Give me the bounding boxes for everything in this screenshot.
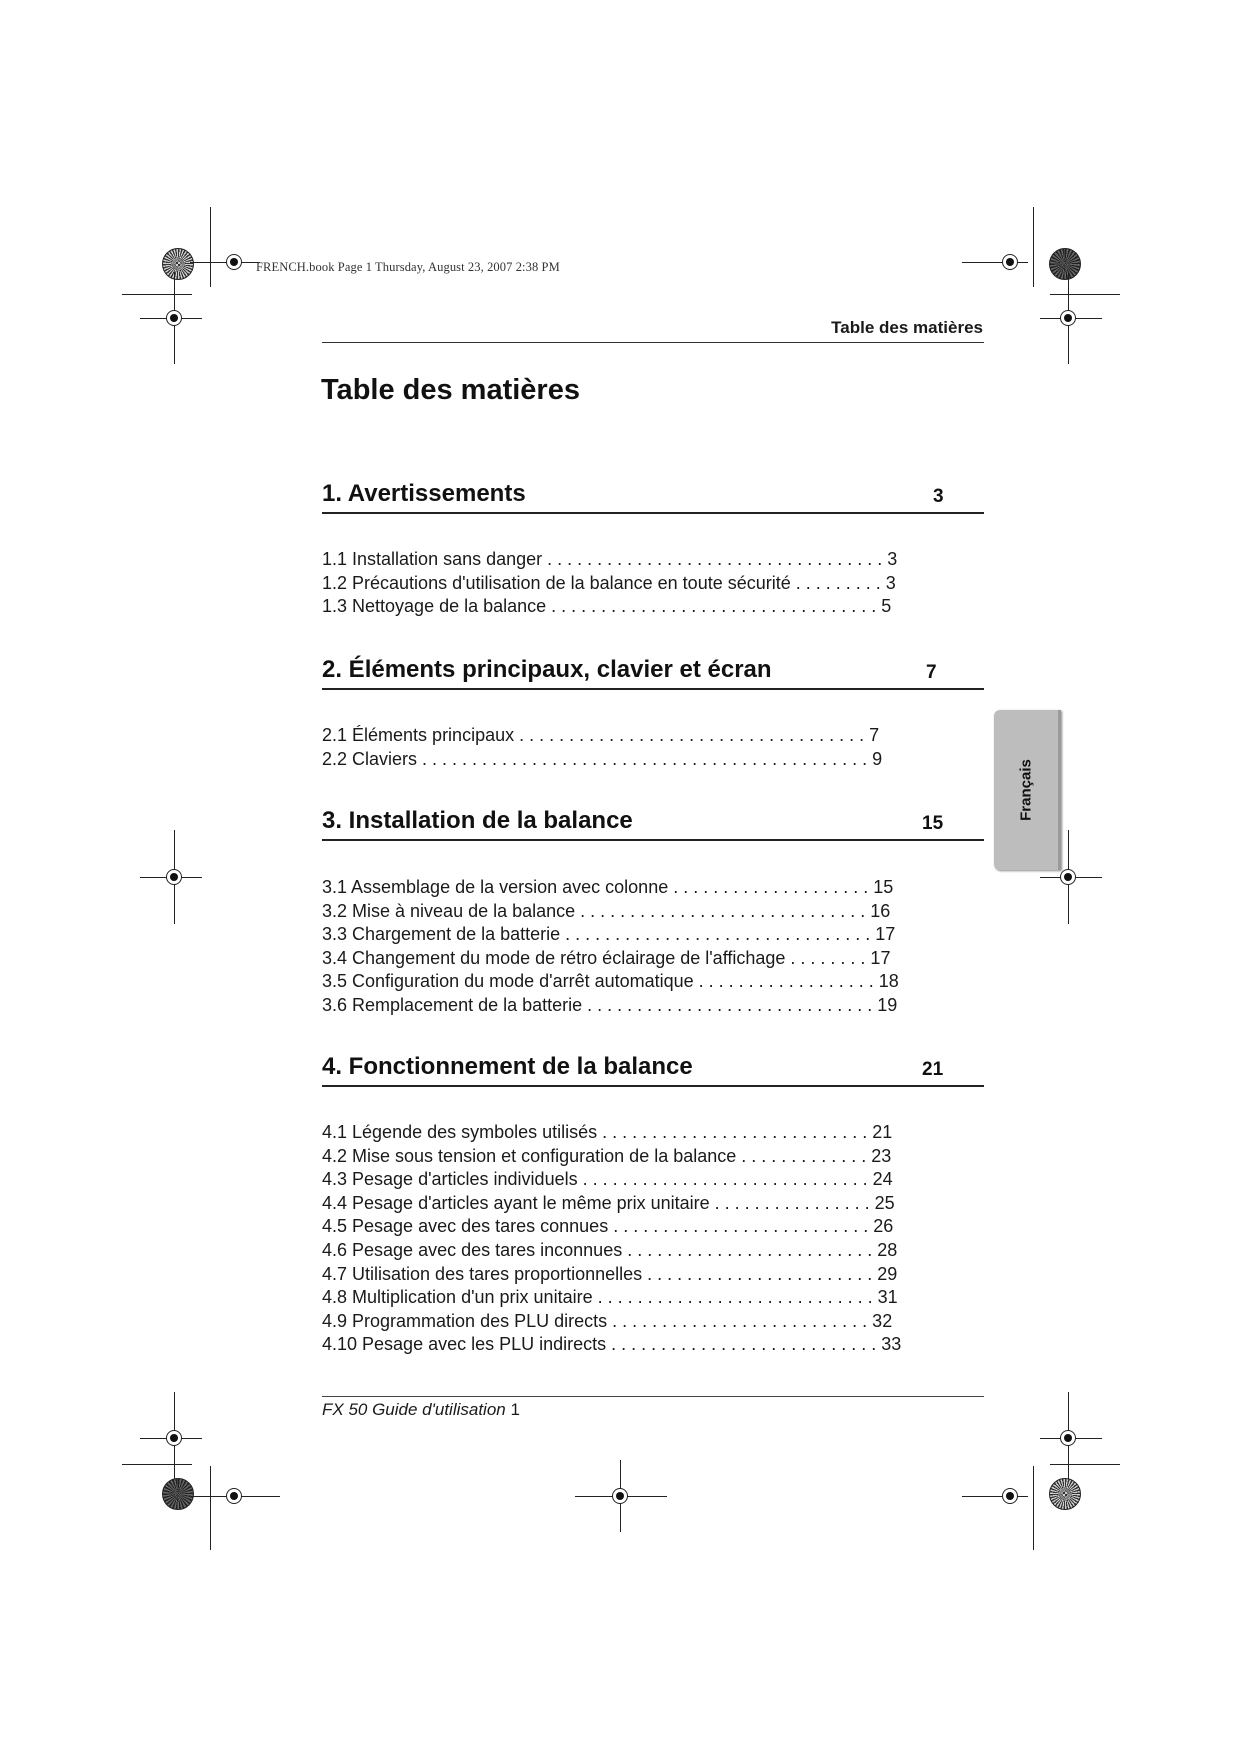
registration-dot-icon: [170, 873, 178, 881]
toc-entry-list: [322, 1121, 901, 1357]
footer-rule: [322, 1396, 984, 1397]
toc-entry[interactable]: 3.2 Mise à niveau de la balance . . . . . . . . . . . . . . . . . . . . . . . . . . . . . 16: [322, 900, 891, 921]
registration-dot-icon: [616, 1492, 624, 1500]
toc-entry[interactable]: 1.3 Nettoyage de la balance . . . . . . . . . . . . . . . . . . . . . . . . . . . . . . . . . 5: [322, 596, 892, 617]
header-rule: [322, 342, 984, 343]
registration-dot-icon: [1064, 314, 1072, 322]
toc-entry[interactable]: 3.3 Chargement de la batterie . . . . . . . . . . . . . . . . . . . . . . . . . . . . . . . 17: [322, 924, 896, 945]
toc-entry[interactable]: 1.2 Précautions d'utilisation de la balance en toute sécurité . . . . . . . . . 3: [322, 572, 896, 593]
language-tab[interactable]: [994, 710, 1061, 870]
chapter-title: 1. Avertissements: [322, 480, 526, 507]
toc-entry[interactable]: 4.3 Pesage d'articles individuels . . . . . . . . . . . . . . . . . . . . . . . . . . . . . 24: [322, 1169, 893, 1190]
toc-entry[interactable]: 1.1 Installation sans danger . . . . . . . . . . . . . . . . . . . . . . . . . . . . . . . . . . 3: [322, 549, 898, 569]
toc-entry[interactable]: 3.6 Remplacement de la batterie . . . . . . . . . . . . . . . . . . . . . . . . . . . . . 19: [322, 994, 898, 1015]
toc-entry[interactable]: 4.2 Mise sous tension et configuration de la balance . . . . . . . . . . . . . 23: [322, 1145, 892, 1166]
toc-entry[interactable]: 3.5 Configuration du mode d'arrêt automatique . . . . . . . . . . . . . . . . . . 18: [322, 971, 899, 992]
chapter-page-number: 21: [922, 1059, 944, 1080]
toc-entry[interactable]: 4.6 Pesage avec des tares inconnues . . . . . . . . . . . . . . . . . . . . . . . . . 28: [322, 1239, 898, 1260]
chapter-heading[interactable]: [322, 1053, 984, 1087]
crop-mark-line: [962, 1496, 1028, 1497]
toc-entry[interactable]: 4.1 Légende des symboles utilisés . . . . . . . . . . . . . . . . . . . . . . . . . . . 21: [322, 1122, 893, 1142]
registration-dot-icon: [170, 314, 178, 322]
registration-dot-icon: [230, 1492, 238, 1500]
registration-dot-icon: [1006, 258, 1014, 266]
registration-rosette-icon: [162, 248, 194, 280]
toc-entry-list: [322, 876, 899, 1018]
crop-mark-line: [190, 262, 260, 263]
crop-mark-line: [122, 1464, 192, 1465]
chapter-title: 3. Installation de la balance: [322, 807, 633, 834]
toc-entry[interactable]: 4.5 Pesage avec des tares connues . . . . . . . . . . . . . . . . . . . . . . . . . . 26: [322, 1216, 894, 1237]
toc-entry[interactable]: 3.1 Assemblage de la version avec colonne . . . . . . . . . . . . . . . . . . . . 15: [322, 877, 894, 897]
footer-page-number: 1: [510, 1400, 520, 1419]
toc-entry[interactable]: 4.4 Pesage d'articles ayant le même prix unitaire . . . . . . . . . . . . . . . . 25: [322, 1192, 895, 1213]
crop-mark-line: [210, 1466, 211, 1550]
registration-dot-icon: [1006, 1492, 1014, 1500]
registration-dot-icon: [1064, 873, 1072, 881]
crop-mark-line: [122, 294, 192, 295]
chapter-heading[interactable]: [322, 656, 984, 690]
toc-entry[interactable]: 4.9 Programmation des PLU directs . . . . . . . . . . . . . . . . . . . . . . . . . . 32: [322, 1310, 893, 1331]
toc-entry[interactable]: 4.7 Utilisation des tares proportionnelles . . . . . . . . . . . . . . . . . . . . . . . 29: [322, 1263, 898, 1284]
toc-entry[interactable]: 4.8 Multiplication d'un prix unitaire . . . . . . . . . . . . . . . . . . . . . . . . . . . . 31: [322, 1287, 898, 1308]
crop-mark-line: [1050, 1464, 1120, 1465]
toc-entry[interactable]: 3.4 Changement du mode de rétro éclairage de l'affichage . . . . . . . . 17: [322, 947, 891, 968]
footer-doc-title: FX 50 Guide d'utilisation: [322, 1400, 506, 1419]
print-info-line: FRENCH.book Page 1 Thursday, August 23, 2007 2:38 PM: [256, 260, 560, 274]
toc-entry-list: [322, 724, 882, 771]
registration-dot-icon: [230, 258, 238, 266]
crop-mark-line: [962, 262, 1028, 263]
chapter-page-number: 7: [926, 662, 937, 683]
toc-entry[interactable]: 4.10 Pesage avec les PLU indirects . . . . . . . . . . . . . . . . . . . . . . . . . . . 33: [322, 1334, 902, 1355]
crop-mark-line: [1033, 207, 1034, 287]
registration-rosette-icon: [162, 1478, 194, 1510]
chapter-page-number: 15: [922, 813, 944, 834]
toc-entry[interactable]: 2.1 Éléments principaux . . . . . . . . . . . . . . . . . . . . . . . . . . . . . . . . . . . 7: [322, 725, 880, 745]
language-tab-label: Français: [1017, 759, 1035, 821]
crop-mark-line: [1033, 1466, 1034, 1550]
chapter-page-number: 3: [933, 486, 944, 507]
page-footer: [322, 1400, 520, 1420]
chapter-title: 2. Éléments principaux, clavier et écran: [322, 656, 772, 683]
chapter-title: 4. Fonctionnement de la balance: [322, 1053, 693, 1080]
toc-entry-list: [322, 548, 897, 619]
page-title: Table des matières: [321, 374, 580, 406]
crop-mark-line: [1050, 294, 1120, 295]
chapter-heading[interactable]: [322, 480, 984, 514]
registration-dot-icon: [170, 1434, 178, 1442]
registration-dot-icon: [1064, 1434, 1072, 1442]
crop-mark-line: [210, 207, 211, 287]
registration-rosette-icon: [1049, 1478, 1081, 1510]
registration-rosette-icon: [1049, 248, 1081, 280]
chapter-heading[interactable]: [322, 807, 984, 841]
running-header-title: Table des matières: [831, 318, 983, 337]
toc-entry[interactable]: 2.2 Claviers . . . . . . . . . . . . . . . . . . . . . . . . . . . . . . . . . . . . . . . . . . . . . 9: [322, 748, 883, 769]
